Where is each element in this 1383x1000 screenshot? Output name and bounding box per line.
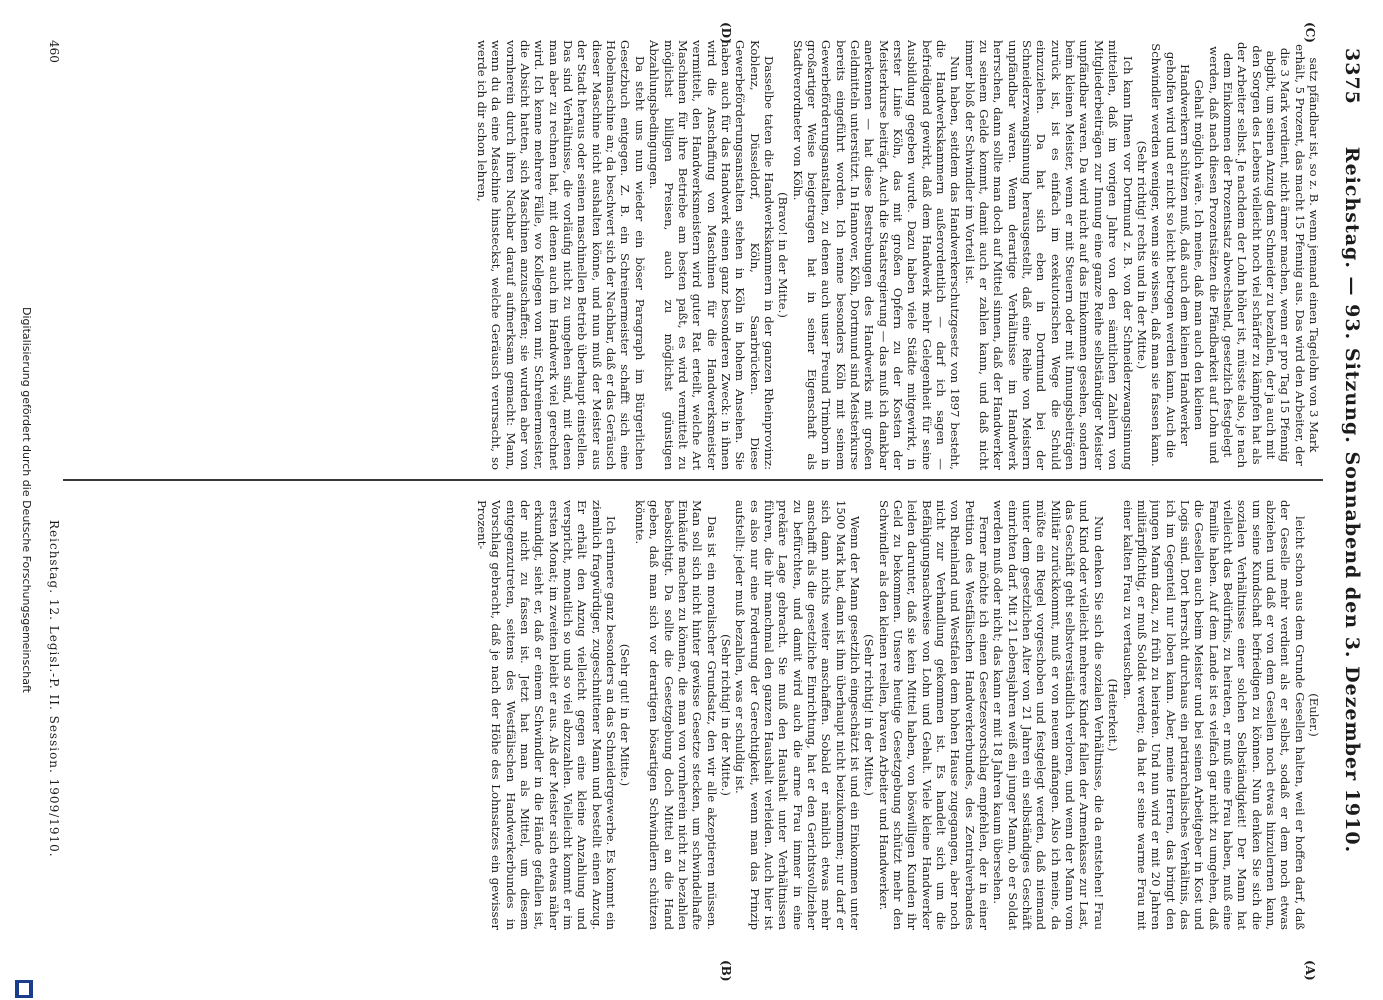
text-column-right-page: [81, 40, 1321, 470]
margin-mark-a: (A): [1303, 960, 1317, 981]
margin-mark-c: (C): [1303, 22, 1317, 43]
page-number: 3375: [1341, 48, 1363, 105]
text-column-left-page: [81, 500, 1321, 930]
paragraph: Da steht uns nun wieder ein böser Paragraph im Bürgerlichen Gesetzbuch entgegen. Z. B. ein Schreinermeister schafft sich eine Hobelmaschine an; da beschwert sich der Nachbar, daß er das Geräusch dieser Maschine nicht aushalten könne, und nun muß der Meister aus der Stadt heraus oder seinen maschinellen Betrieb überhaupt einstellen. Das sind Verhältnisse, die vorläufig nicht zu umgehen sind, mit denen man aber zu rechnen hat, mit denen auch im Handwerk viel gerechnet wird. Ich kenne mehrere Fälle, wo Kollegen von mir, Schreinermeister, die Absicht hatten, sich Maschinen anzuschaffen; sie wurden aber von vornherein durch ihren Nachbar darauf aufmerksam gemacht: Mann, wenn du da eine Maschine hinsteckst, welche Geräusch verursacht, so werde ich dir schon lehren,: [475, 40, 647, 470]
interjection: (Bravo! in der Mitte.): [776, 192, 791, 318]
paragraph: Dasselbe taten die Handwerkskammern in der ganzen Rheinprovinz: Koblenz, Düsseldorf, Köln, Saarbrücken. Diese Gewerbeförderungsanstalten stehen in Köln in hohem Ansehen. Sie haben auch für das Handwerk einen ganz besonderen Zweck: in ihnen wird die Anschaffung von Maschinen für die Handwerksmeister vermittelt, den Handwerksmeistern wird guter Rat erteilt, welche Art Maschinen für ihre Betriebe am besten paßt, es wird vermittelt zu möglichst billigen Preisen, auch zu möglichst günstigen Abzahlungsbedingungen.: [647, 40, 776, 470]
paragraph: Ich erinnere ganz besonders an das Schneidergewerbe. Es kommt ein ziemlich fragwürdiger, zugeschnittener Mann und bestellt einen Anzug. Er erhält den Anzug vielleicht gegen eine kleine Anzahlung und verspricht, monatlich so und so viel abzuzahlen. Vielleicht kommt er im ersten Monat; im zweiten bleibt er aus. Als der Meister sich etwas näher erkundigt, sieht er, daß er einem Schwindler in die Hände gefallen ist, der nicht zu fassen ist. Jetzt hat man als Mittel, um diesem entgegenzutreten, seitens des Westfälischen Handwerkerbundes in Vorschlag gebracht, daß je nach der Höhe des Lohnsatzes ein gewisser Prozent-: [475, 500, 619, 930]
digitization-note: Digitalisierung gefördert durch die Deutsche Forschungsgemeinschaft: [20, 307, 33, 693]
interjection: (Sehr richtig! in der Mitte.): [718, 634, 733, 796]
interjection: (Heiterkeit.): [1106, 678, 1121, 752]
dfg-logo-icon: [15, 980, 33, 998]
paragraph: Das ist ein moralischer Grundsatz, den wir alle akzeptieren müssen. Man soll sich nicht hinter gewisse Gesetze stecken, um schwindelhafte Einkäufe machen zu können, die man von vornherein nicht zu bezahlen beabsichtigt. Da sollte die Gesetzgebung doch Mittel an die Hand geben, daß man sich vor derartigen bösartigen Schwindlern schützen könnte.: [632, 500, 719, 930]
footer-citation: Reichstag. 12. Legisl.-P. II. Session. 1909/1910.: [47, 520, 61, 858]
paragraph: Ich kann Ihnen vor Dortmund z. B. von der Schneiderzwangsinnung mitteilen, daß im vorigen Jahre von den sämtlichen Zahlern von Mitgliederbeiträgen zur Innung eine ganze Reihe selbständiger Meister unpfändbar waren. Da wird nicht auf das Einkommen gesehen, sondern beim kleinen Meister, wenn er mit Steuern oder mit Innungsbeiträgen zurück ist, ist es einfach im exekutorischen Wege die Schuld einzuziehen. Da hat sich eben in Dortmund bei der Schneiderzwangsinnung herausgestellt, daß eine Reihe von Meistern unpfändbar waren. Wenn derartige Verhältnisse im Handwerk herrschen, dann sollte man doch auf Mittel sinnen, daß der Handwerker zu seinem Gelde kommt, damit auch er zahlen kann, und daß nicht immer bloß der Schwindler im Vorteil ist.: [962, 40, 1135, 470]
interjection: (Sehr richtig! in der Mitte.): [862, 634, 877, 796]
page-title: Reichstag. — 93. Sitzung. Sonnabend den 3. Dezember 1910.: [1341, 146, 1363, 854]
paragraph: Ferner möchte ich einen Gesetzesvorschlag empfehlen, der in einer Petition des Westfälischen Handwerkerbundes, des Zentralverbandes von Rheinland und Westfalen dem hohen Hause zugegangen, aber noch nicht zur Verhandlung gekommen ist. Es handelt sich um die Befähigungsnachweise von Lohn und Gehalt. Viele kleine Handwerker leiden darunter, daß sie kein Mittel haben, von böswilligen Kunden ihr Geld zu bekommen. Unsere heutige Gesetzgebung schützt mehr den Schwindler als den kleinen reellen, braven Arbeiter und Handwerker.: [876, 500, 992, 930]
interjection: (Sehr gut! in der Mitte.): [618, 643, 633, 787]
paragraph: Nun haben, seitdem das Handwerkerschutzgesetz von 1897 besteht, die Handwerkskammern außerordentlich — darf ich sagen — befriedigend gewirkt, daß dem Handwerk mehr Gelegenheit für seine Ausbildung gegeben wurde. Dazu haben viele Städte mitgewirkt, in erster Linie Köln, das mit großen Opfern zu der Kosten der Meisterkurse beiträgt. Auch die Staatsregierung — das muß ich dankbar anerkennen — hat diese Bestrebungen des Handwerks mit großen Geldmitteln unterstützt. In Hannover, Köln, Dortmund sind Meisterkurse bereits eingeführt worden. Ich nenne besonders Köln mit seinem Gewerbeförderungsanstalten, zu denen auch unser Freund Trimborn in großartiger Weise beigetragen hat in seiner Eigenschaft als Stadtverordneter von Köln.: [790, 40, 963, 470]
speaker-name: (Euler.): [1307, 693, 1321, 737]
paragraph: Nun denken Sie sich die sozialen Verhältnisse, die da entstehen! Frau und Kind oder vielleicht mehrere Kinder fallen der Armenkasse zur Last, das Geschäft geht selbstverständlich verloren, und wenn der Mann vom Militär zurückkommt, muß er von neuem anfangen. Also ich meine, da müßte ein Riegel vorgeschoben und festgelegt werden, daß niemand unter dem gesetzlichen Alter von 21 Jahren ein selbständiges Geschäft einrichten darf. Mit 21 Lebensjahren weiß ein junger Mann, ob er Soldat werden muß oder nicht; das kann er mit 18 Jahren kaum übersehen.: [991, 500, 1106, 930]
column-divider: [63, 479, 1323, 481]
interjection: (Sehr richtig! rechts und in der Mitte.): [1134, 140, 1149, 370]
margin-mark-d: (D): [719, 22, 733, 44]
margin-mark-b: (B): [719, 960, 733, 982]
paragraph: satz pfändbar ist, so z. B. wenn jemand einen Tagelohn von 3 Mark erhält, 5 Prozent, das macht 15 Pfennig aus. Das wird den Arbeiter, der die 3 Mark verdient, nicht ärmer machen, wenn er pro Tag 15 Pfennig abgibt, um seinen Anzug dem Schneider zu bezahlen, der ja auch mit den Sorgen des Lebens vielleicht noch viel schärfer zu kämpfen hat als der Arbeiter selbst. Je nachdem der Lohn höher ist, müsste also, je nach dem Einkommen der Prozentsatz abwechselnd, gesetzlich festgelegt werden, daß nach diesen Prozentsätzen die Pfändbarkeit auf Lohn und Gehalt möglich wäre. Ich meine, daß man auch den kleinen Handwerkern schützen muß, daß auch dem kleinen Handwerker geholfen wird und er nicht so leicht betrogen werden kann. Auch die Schwindler werden weniger, wenn sie wissen, daß man sie fassen kann.: [1149, 41, 1321, 469]
paragraph: Wenn der Mann gesetzlich eingeschätzt ist und ein Einkommen unter 1500 Mark hat, dann ist ihm überhaupt nicht beizukommen; nur darf er sich dann nichts weiter anschaffen. Sobald er nämlich etwas mehr anschafft als die gesetzliche Einrichtung, hat er den Gerichtsvollzieher zu befürchten, und damit wird auch die arme Frau immer in eine prekäre Lage gebracht. Sie muß den Haushalt unter Verhältnissen führen, die ihr manchmal den ganzen Haushalt verleiden. Auch hier ist es also nur eine Forderung der Gerechtigkeit, wenn man das Prinzip aufstellt: jeder muß bezahlen, was er schuldig ist.: [733, 500, 862, 930]
paragraph: leicht schon aus dem Grunde Gesellen halten, weil er hoffen darf, daß der Geselle mehr verdient als er selbst, sodaß er dem noch etwas abziehen und daß er von dem Gesellen noch etwas hinzulernen kann, um seine Kundschaft befriedigen zu können. Nun denken Sie sich die sozialen Verhältnisse einer solchen Selbständigkeit! Der Mann hat vielleicht das Bedürfnis, zu heiraten, er muß eine Frau haben, muß eine Familie haben. Auf dem Lande ist es vielfach gar nicht zu umgehen, daß die Gesellen auch beim Meister und bei seinen Arbeitgeber in Kost und Logis sind. Dort herrscht durchaus ein patriarchalisches Verhältnis, das ich im Gegenteil nur loben kann. Aber, meine Herren, das bringt den jungen Mann dazu, zu früh zu heiraten. Und nun wird er mit 20 Jahren militärpflichtig, er muß Soldat werden; da hat er seine warme Frau mit einer kalten Frau zu vertauschen.: [1120, 500, 1307, 930]
footer-page-number: 460: [47, 40, 61, 63]
